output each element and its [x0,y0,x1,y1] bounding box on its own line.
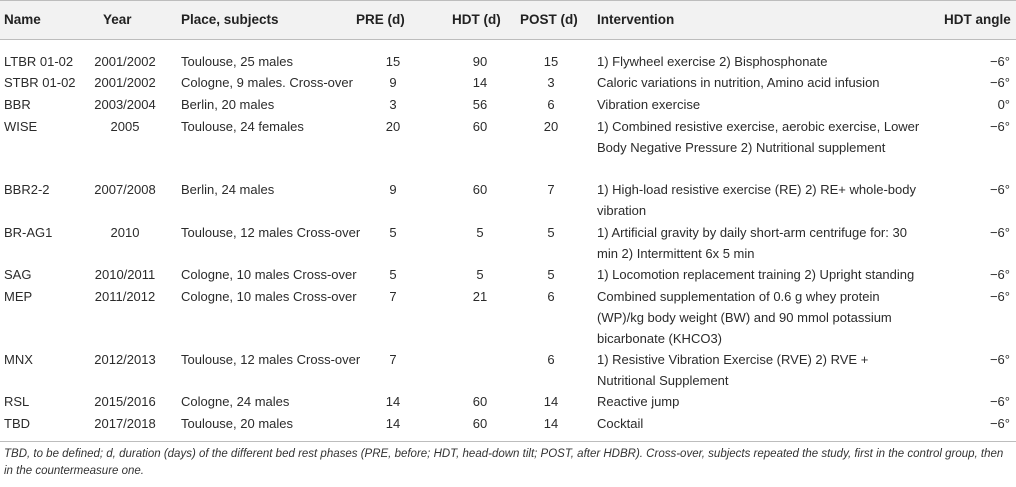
cell-intervention: 1) Resistive Vibration Exercise (RVE) 2) RVE + Nutritional Supplement [597,352,869,388]
cell-pre: 9 [389,182,397,197]
header-pre: PRE (d) [356,12,405,27]
cell-year: 2001/2002 [94,75,156,90]
cell-place: Berlin, 24 males [181,182,275,197]
cell-place: Berlin, 20 males [181,97,275,112]
header-post: POST (d) [520,12,578,27]
cell-name: RSL [4,394,30,409]
header-year: Year [103,12,132,27]
cell-place: Cologne, 24 males [181,394,290,409]
cell-hdt-angle: −6° [989,75,1010,90]
cell-hdt-angle: 0° [997,97,1010,112]
cell-pre: 9 [389,75,397,90]
cell-year: 2017/2018 [94,416,156,431]
cell-post: 5 [547,225,555,240]
header-place: Place, subjects [181,12,279,27]
cell-place: Cologne, 9 males. Cross-over [181,75,353,90]
cell-hdt: 90 [472,54,488,69]
cell-intervention: Cocktail [597,416,644,431]
cell-pre: 5 [389,267,397,282]
cell-intervention: 1) High-load resistive exercise (RE) 2) RE+ whole-body vibration [597,182,916,218]
cell-hdt: 60 [472,182,488,197]
cell-intervention: Caloric variations in nutrition, Amino acid infusion [597,75,880,90]
cell-name: MNX [4,352,33,367]
cell-post: 6 [547,289,555,304]
cell-post: 5 [547,267,555,282]
cell-hdt: 5 [476,267,484,282]
cell-year: 2010 [110,225,140,240]
cell-name: SAG [4,267,32,282]
cell-pre: 7 [389,289,397,304]
cell-year: 2005 [110,119,140,134]
cell-hdt-angle: −6° [989,54,1010,69]
cell-post: 6 [547,97,555,112]
table-bottom-rule [0,441,1016,442]
header-intervention: Intervention [597,12,675,27]
cell-post: 20 [543,119,559,134]
cell-place: Toulouse, 12 males Cross-over [181,225,361,240]
header-hdt-angle: HDT angle [944,12,1011,27]
cell-pre: 14 [385,416,401,431]
cell-hdt-angle: −6° [989,352,1010,367]
cell-name: TBD [4,416,30,431]
cell-pre: 20 [385,119,401,134]
cell-year: 2011/2012 [94,289,156,304]
cell-post: 14 [543,416,559,431]
cell-place: Cologne, 10 males Cross-over [181,267,357,282]
cell-hdt: 14 [472,75,488,90]
cell-pre: 7 [389,352,397,367]
cell-pre: 14 [385,394,401,409]
cell-hdt: 21 [472,289,488,304]
cell-intervention: Vibration exercise [597,97,701,112]
cell-post: 7 [547,182,555,197]
cell-hdt-angle: −6° [989,267,1010,282]
cell-year: 2007/2008 [94,182,156,197]
cell-name: BR-AG1 [4,225,53,240]
cell-hdt: 56 [472,97,488,112]
cell-pre: 15 [385,54,401,69]
cell-post: 15 [543,54,559,69]
cell-intervention: 1) Artificial gravity by daily short-arm centrifuge for: 30 min 2) Intermittent 6x 5 min [597,225,907,261]
cell-name: BBR2-2 [4,182,50,197]
cell-intervention: Combined supplementation of 0.6 g whey protein (WP)/kg body weight (BW) and 90 mmol potassium bicarbonate (KHCO3) [597,289,892,346]
cell-name: WISE [4,119,38,134]
table-header [0,0,1016,40]
cell-hdt: 60 [472,119,488,134]
cell-place: Toulouse, 12 males Cross-over [181,352,361,367]
cell-year: 2010/2011 [94,267,156,282]
cell-intervention: 1) Locomotion replacement training 2) Upright standing [597,267,915,282]
cell-post: 6 [547,352,555,367]
cell-place: Cologne, 10 males Cross-over [181,289,357,304]
cell-post: 3 [547,75,555,90]
header-hdt: HDT (d) [452,12,501,27]
header-name: Name [4,12,41,27]
cell-year: 2012/2013 [94,352,156,367]
cell-intervention: Reactive jump [597,394,680,409]
cell-year: 2015/2016 [94,394,156,409]
cell-post: 14 [543,394,559,409]
cell-hdt: 60 [472,394,488,409]
cell-hdt: 5 [476,225,484,240]
cell-pre: 5 [389,225,397,240]
cell-place: Toulouse, 25 males [181,54,294,69]
cell-hdt-angle: −6° [989,182,1010,197]
cell-intervention: 1) Combined resistive exercise, aerobic exercise, Lower Body Negative Pressure 2) Nutritional supplement [597,119,920,155]
cell-hdt-angle: −6° [989,394,1010,409]
table-footnote: TBD, to be defined; d, duration (days) of the different bed rest phases (PRE, before; HDT, head-down tilt; POST, after HDBR). Cross-over, subjects repeated the study, first in the control group, then in the countermeasure one. [4,448,1004,477]
cell-year: 2001/2002 [94,54,156,69]
cell-name: BBR [4,97,31,112]
cell-place: Toulouse, 20 males [181,416,294,431]
cell-hdt-angle: −6° [989,225,1010,240]
cell-name: STBR 01-02 [4,75,76,90]
cell-pre: 3 [389,97,397,112]
cell-year: 2003/2004 [94,97,156,112]
cell-name: LTBR 01-02 [4,54,74,69]
cell-place: Toulouse, 24 females [181,119,304,134]
cell-name: MEP [4,289,33,304]
cell-hdt: 60 [472,416,488,431]
cell-hdt-angle: −6° [989,416,1010,431]
cell-hdt-angle: −6° [989,289,1010,304]
cell-hdt-angle: −6° [989,119,1010,134]
cell-intervention: 1) Flywheel exercise 2) Bisphosphonate [597,54,828,69]
